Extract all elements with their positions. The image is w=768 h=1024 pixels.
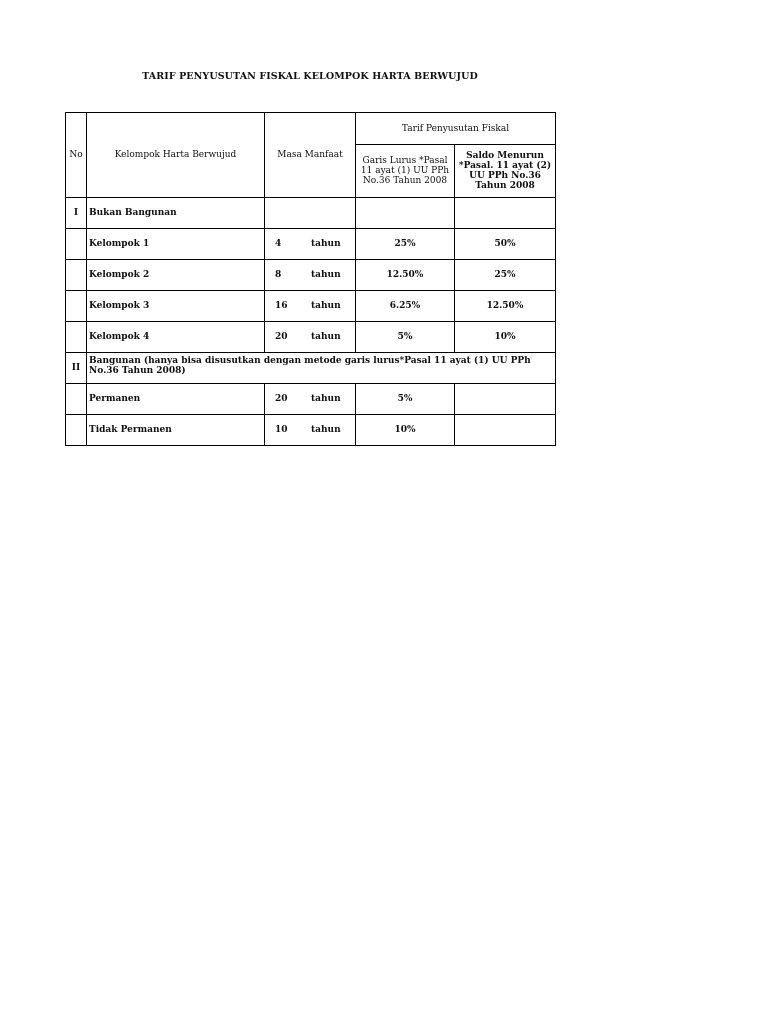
section-row	[66, 198, 556, 229]
section-no: I	[66, 198, 87, 229]
table-row	[66, 229, 556, 260]
years-value: 20	[275, 332, 288, 342]
saldo-menurun-cell	[455, 415, 556, 446]
years-unit: tahun	[311, 425, 341, 435]
kelompok-cell: Tidak Permanen	[87, 415, 265, 446]
garis-lurus-cell: 6.25%	[356, 291, 455, 322]
table-row	[66, 291, 556, 322]
kelompok-cell: Kelompok 4	[87, 322, 265, 353]
table-row	[66, 322, 556, 353]
header-masa-manfaat: Masa Manfaat	[265, 113, 356, 198]
section-label: Bukan Bangunan	[87, 198, 265, 229]
masa-cell	[265, 415, 356, 446]
garis-lurus-cell: 10%	[356, 415, 455, 446]
page-title: TARIF PENYUSUTAN FISKAL KELOMPOK HARTA BERWUJUD	[142, 71, 478, 82]
years-unit: tahun	[311, 239, 341, 249]
masa-cell	[265, 384, 356, 415]
header-garis-lurus: Garis Lurus *Pasal 11 ayat (1) UU PPh No.36 Tahun 2008	[356, 145, 455, 198]
section-no: II	[66, 353, 87, 384]
years-value: 20	[275, 394, 288, 404]
table-header-row	[66, 113, 556, 145]
saldo-menurun-cell: 25%	[455, 260, 556, 291]
table-row	[66, 415, 556, 446]
no-cell	[66, 415, 87, 446]
header-kelompok: Kelompok Harta Berwujud	[87, 113, 265, 198]
section-row	[66, 353, 556, 384]
header-tarif-penyusutan: Tarif Penyusutan Fiskal	[356, 113, 556, 145]
years-value: 8	[275, 270, 282, 280]
masa-cell	[265, 322, 356, 353]
section-label: Bangunan (hanya bisa disusutkan dengan metode garis lurus*Pasal 11 ayat (1) UU PPh No.36 Tahun 2008)	[87, 353, 556, 384]
header-saldo-menurun: Saldo Menurun *Pasal. 11 ayat (2) UU PPh No.36 Tahun 2008	[455, 145, 556, 198]
garis-lurus-cell: 12.50%	[356, 260, 455, 291]
depreciation-table	[65, 112, 556, 446]
years-value: 10	[275, 425, 288, 435]
saldo-menurun-cell: 10%	[455, 322, 556, 353]
empty-cell	[265, 198, 356, 229]
table-row	[66, 384, 556, 415]
masa-cell	[265, 260, 356, 291]
saldo-menurun-cell: 12.50%	[455, 291, 556, 322]
no-cell	[66, 291, 87, 322]
no-cell	[66, 229, 87, 260]
saldo-menurun-cell: 50%	[455, 229, 556, 260]
years-unit: tahun	[311, 301, 341, 311]
kelompok-cell: Kelompok 1	[87, 229, 265, 260]
table-row	[66, 260, 556, 291]
saldo-menurun-cell	[455, 384, 556, 415]
years-unit: tahun	[311, 332, 341, 342]
kelompok-cell: Permanen	[87, 384, 265, 415]
years-unit: tahun	[311, 394, 341, 404]
empty-cell	[356, 198, 455, 229]
kelompok-cell: Kelompok 3	[87, 291, 265, 322]
masa-cell	[265, 291, 356, 322]
kelompok-cell: Kelompok 2	[87, 260, 265, 291]
years-value: 16	[275, 301, 288, 311]
garis-lurus-cell: 5%	[356, 384, 455, 415]
masa-cell	[265, 229, 356, 260]
garis-lurus-cell: 25%	[356, 229, 455, 260]
no-cell	[66, 260, 87, 291]
years-value: 4	[275, 239, 282, 249]
no-cell	[66, 384, 87, 415]
empty-cell	[455, 198, 556, 229]
garis-lurus-cell: 5%	[356, 322, 455, 353]
no-cell	[66, 322, 87, 353]
header-no: No	[66, 113, 87, 198]
years-unit: tahun	[311, 270, 341, 280]
